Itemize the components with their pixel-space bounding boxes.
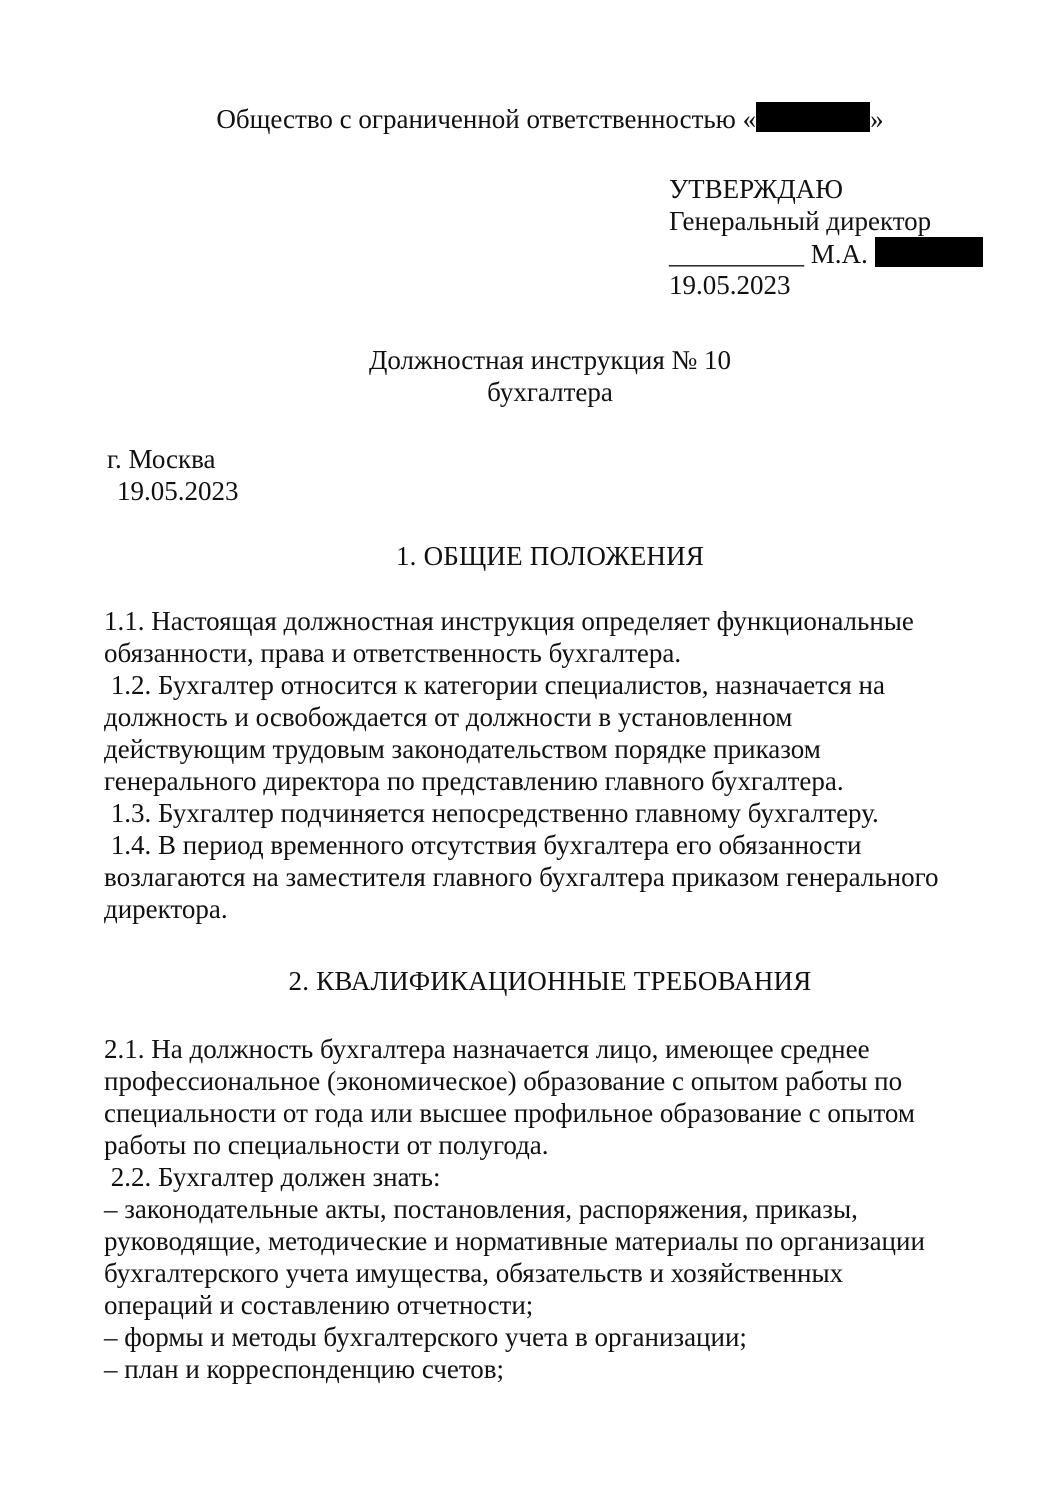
- section-2-body: [104, 1033, 1004, 1385]
- text-line: профессиональное (экономическое) образование с опытом работы по: [104, 1066, 903, 1096]
- text-line: специальности от года или высшее профильное образование с опытом: [104, 1098, 915, 1128]
- text-line: возлагаются на заместителя главного бухгалтера приказом генерального: [104, 862, 939, 892]
- text-line: операций и составлению отчетности;: [104, 1290, 534, 1320]
- approval-block: [669, 173, 983, 301]
- approval-heading: УТВЕРЖДАЮ: [669, 174, 844, 204]
- text-line: генерального директора по представлению главного бухгалтера.: [104, 766, 844, 796]
- text-line: 2.2. Бухгалтер должен знать:: [104, 1162, 441, 1192]
- approval-date: 19.05.2023: [669, 270, 791, 300]
- text-line: работы по специальности от полугода.: [104, 1130, 549, 1160]
- text-line: директора.: [104, 894, 228, 924]
- organization-suffix: »: [870, 104, 884, 134]
- place-and-date: [107, 443, 239, 507]
- signature-line: [669, 237, 983, 269]
- text-line: действующим трудовым законодательством порядке приказом: [104, 734, 821, 764]
- redacted-organization-name: [756, 102, 870, 132]
- city: г. Москва: [107, 444, 216, 474]
- redacted-surname: [875, 237, 983, 267]
- text-line: 1.2. Бухгалтер относится к категории специалистов, назначается на: [104, 670, 885, 700]
- text-line: 1.3. Бухгалтер подчиняется непосредственно главному бухгалтеру.: [104, 798, 879, 828]
- list-item: – план и корреспонденцию счетов;: [104, 1354, 505, 1384]
- document-title: [0, 344, 1061, 408]
- document-title-line-2: бухгалтера: [487, 377, 613, 407]
- text-line: обязанности, права и ответственность бухгалтера.: [104, 638, 682, 668]
- section-1-body: [104, 605, 1004, 925]
- section-1-heading: 1. ОБЩИЕ ПОЛОЖЕНИЯ: [395, 541, 705, 571]
- text-line: 1.1. Настоящая должностная инструкция определяет функциональные: [104, 606, 914, 636]
- approver-position: Генеральный директор: [669, 206, 932, 236]
- document-date: 19.05.2023: [117, 476, 239, 506]
- text-line: 1.4. В период временного отсутствия бухгалтера его обязанности: [104, 830, 862, 860]
- organization-name: [0, 102, 1061, 135]
- list-item: – законодательные акты, постановления, распоряжения, приказы,: [104, 1194, 858, 1224]
- document-title-line-1: Должностная инструкция № 10: [368, 345, 732, 375]
- text-line: бухгалтерского учета имущества, обязательств и хозяйственных: [104, 1258, 844, 1288]
- organization-prefix: Общество с ограниченной ответственностью «: [216, 104, 757, 134]
- list-item: – формы и методы бухгалтерского учета в организации;: [104, 1322, 747, 1352]
- signature-text: __________ М.А.: [669, 239, 875, 269]
- text-line: должность и освобождается от должности в установленном: [104, 702, 793, 732]
- text-line: руководящие, методические и нормативные материалы по организации: [104, 1226, 925, 1256]
- text-line: 2.1. На должность бухгалтера назначается лицо, имеющее среднее: [104, 1034, 870, 1064]
- section-2-heading: 2. КВАЛИФИКАЦИОННЫЕ ТРЕБОВАНИЯ: [288, 966, 812, 996]
